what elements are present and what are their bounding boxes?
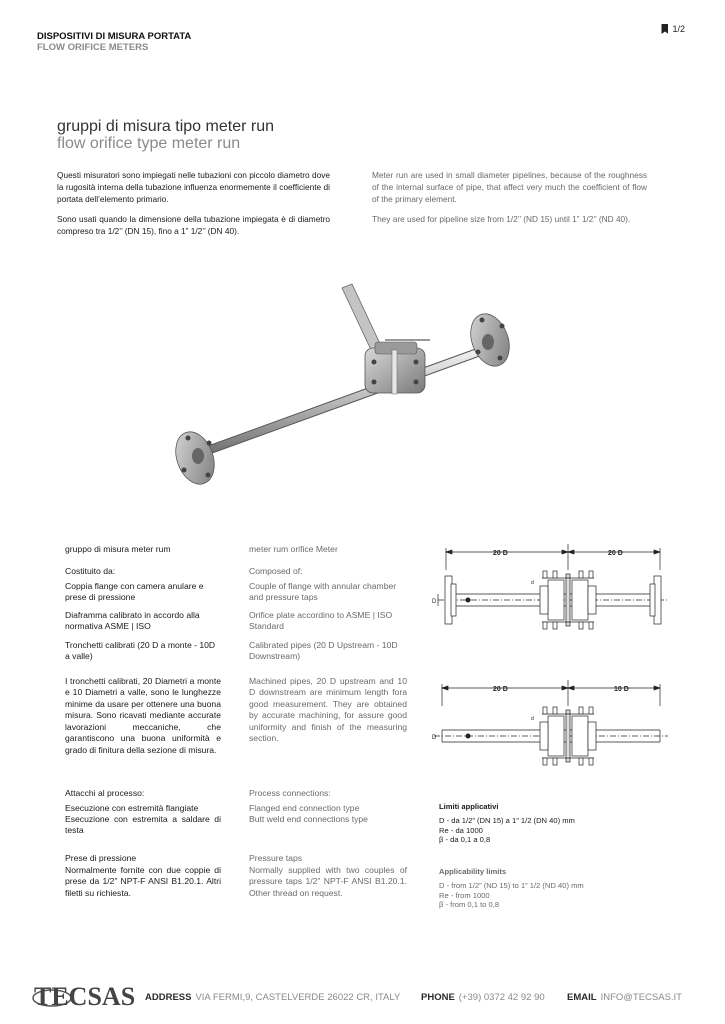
component-item-en-3: Calibrated pipes (20 D Upstream - 10D Downstream): [249, 640, 398, 662]
email-value[interactable]: INFO@TECSAS.IT: [600, 992, 682, 1003]
page-title-it: gruppi di misura tipo meter run: [57, 118, 274, 135]
header-category-en: FLOW ORIFICE METERS: [37, 42, 149, 53]
address-label: ADDRESS: [145, 992, 192, 1003]
intro-it: [57, 169, 330, 245]
intro-it-paragraph-2: Sono usati quando la dimensione della tubazione impiegata è di diametro compreso tra 1/2’’ (DN 15), fino a 1” 1/2’’ (DN 40).: [57, 214, 330, 237]
component-item-it-2: Diaframma calibrato in accordo alla normativa ASME | ISO: [65, 610, 200, 632]
logo-text: TECSAS: [34, 982, 136, 1011]
header-category-it: DISPOSITIVI DI MISURA PORTATA: [37, 31, 192, 42]
limits-en: [439, 867, 584, 910]
description-it: I tronchetti calibrati, 20 Diametri a monte e 10 Diametri a valle, sono le lunghezze minime da usare per ottenere una buona misura. Sono ricavati mediante accurate lavorazioni meccaniche, che garantiscono una buona uniformità e grado di finitura della sezione di misura.: [65, 676, 221, 755]
intro-en: [372, 169, 647, 233]
intro-en-paragraph-2: They are used for pipeline size from 1/2’’ (ND 15) until 1” 1/2’’ (ND 40).: [372, 214, 631, 225]
component-item-en-2: Orifice plate accordino to ASME | ISO Standard: [249, 610, 393, 632]
limits-it-line-3: β - da 0,1 a 0,8: [439, 835, 491, 845]
footer-address: [145, 992, 400, 1003]
component-item-en-1: Couple of flange with annular chamber and pressure taps: [249, 581, 397, 603]
component-item-it-3: Tronchetti calibrati (20 D a monte - 10D a valle): [65, 640, 216, 662]
drawing-top-right-length: 20 D: [608, 550, 623, 557]
limits-en-line-1: D - from 1/2” (ND 15) to 1” 1/2 (ND 40) mm: [439, 881, 584, 891]
taps-description-en: Normally supplied with two couples of pressure taps 1/2” NPT-F ANSI B1.20.1. Other thread on request.: [249, 865, 407, 898]
footer: [0, 982, 725, 1011]
drawing-weld-ends: [428, 676, 678, 776]
intro-it-paragraph-1: Questi misuratori sono impiegati nelle tubazioni con piccolo diametro dove la rugosità interna della tubazione influenza enormemente il coefficiente di portata dell’elemento primario.: [57, 170, 330, 205]
page-title-en: flow orifice type meter run: [57, 135, 241, 152]
limits-en-heading: Applicability limits: [439, 867, 507, 876]
connection-item-it-1: Esecuzione con estremità flangiate: [65, 803, 199, 813]
drawing-bottom-right-length: 10 D: [614, 686, 629, 693]
drawing-bottom-left-length: 20 D: [493, 686, 508, 693]
footer-phone: [421, 992, 545, 1003]
page-indicator: [661, 24, 685, 34]
component-item-it-1: Coppia flange con camera anulare e prese di pressione: [65, 581, 204, 603]
limits-it: [439, 802, 575, 845]
connections-label-en: Process connections:: [249, 788, 331, 798]
limits-it-line-1: D - da 1/2” (DN 15) a 1” 1/2 (DN 40) mm: [439, 816, 575, 826]
phone-value: (+39) 0372 42 92 90: [458, 992, 545, 1003]
drawing-top-d-label: D: [432, 599, 437, 605]
taps-description-it: Normalmente fornite con due coppie di prese da 1/2” NPT-F ANSI B1.20.1. Altri filetti su richiesta.: [65, 865, 221, 898]
phone-label: PHONE: [421, 992, 455, 1003]
taps-label-it: Prese di pressione: [65, 853, 137, 863]
bookmark-icon: [661, 24, 668, 34]
taps-label-en: Pressure taps: [249, 853, 303, 863]
drawing-bottom-d-label: D: [432, 735, 437, 741]
connections-label-it: Attacchi al processo:: [65, 788, 145, 798]
drawing-top-left-length: 20 D: [493, 550, 508, 557]
drawing-flanged-ends: [428, 540, 678, 640]
limits-it-line-2: Re - da 1000: [439, 825, 483, 835]
description-en: Machined pipes, 20 D upstream and 10 D downstream are minimum length fora good measurement. They are obtained by accurate machining, for assure good uniformity and finish of the measuring section.: [249, 676, 407, 744]
tecsas-logo: [30, 978, 136, 1011]
meter-run-illustration: [160, 280, 530, 500]
section-heading-it: gruppo di misura meter rum: [65, 544, 171, 554]
limits-it-heading: Limiti applicativi: [439, 802, 499, 811]
drawing-top-small-d-label: d: [531, 580, 534, 586]
page-number: 1/2: [672, 24, 685, 34]
footer-email: [567, 992, 682, 1003]
composed-label-en: Composed of:: [249, 566, 303, 576]
connection-item-en-2: Butt weld end connections type: [249, 814, 368, 824]
limits-en-line-3: β - from 0,1 to 0,8: [439, 900, 500, 910]
limits-en-line-2: Re - from 1000: [439, 890, 490, 900]
composed-label-it: Costituito da:: [65, 566, 116, 576]
connection-item-it-2: Esecuzione con estremita a saldare di testa: [65, 814, 221, 836]
intro-en-paragraph-1: Meter run are used in small diameter pipelines, because of the roughness of the internal surface of pipe, that affect very much the coefficient of flow of the primary element.: [372, 170, 647, 205]
connection-item-en-1: Flanged end connection type: [249, 803, 360, 813]
email-label: EMAIL: [567, 992, 597, 1003]
section-heading-en: meter rum orifice Meter: [249, 544, 338, 554]
address-value: VIA FERMI,9, CASTELVERDE 26022 CR, ITALY: [195, 992, 401, 1003]
drawing-bottom-small-d-label: d: [531, 716, 534, 722]
